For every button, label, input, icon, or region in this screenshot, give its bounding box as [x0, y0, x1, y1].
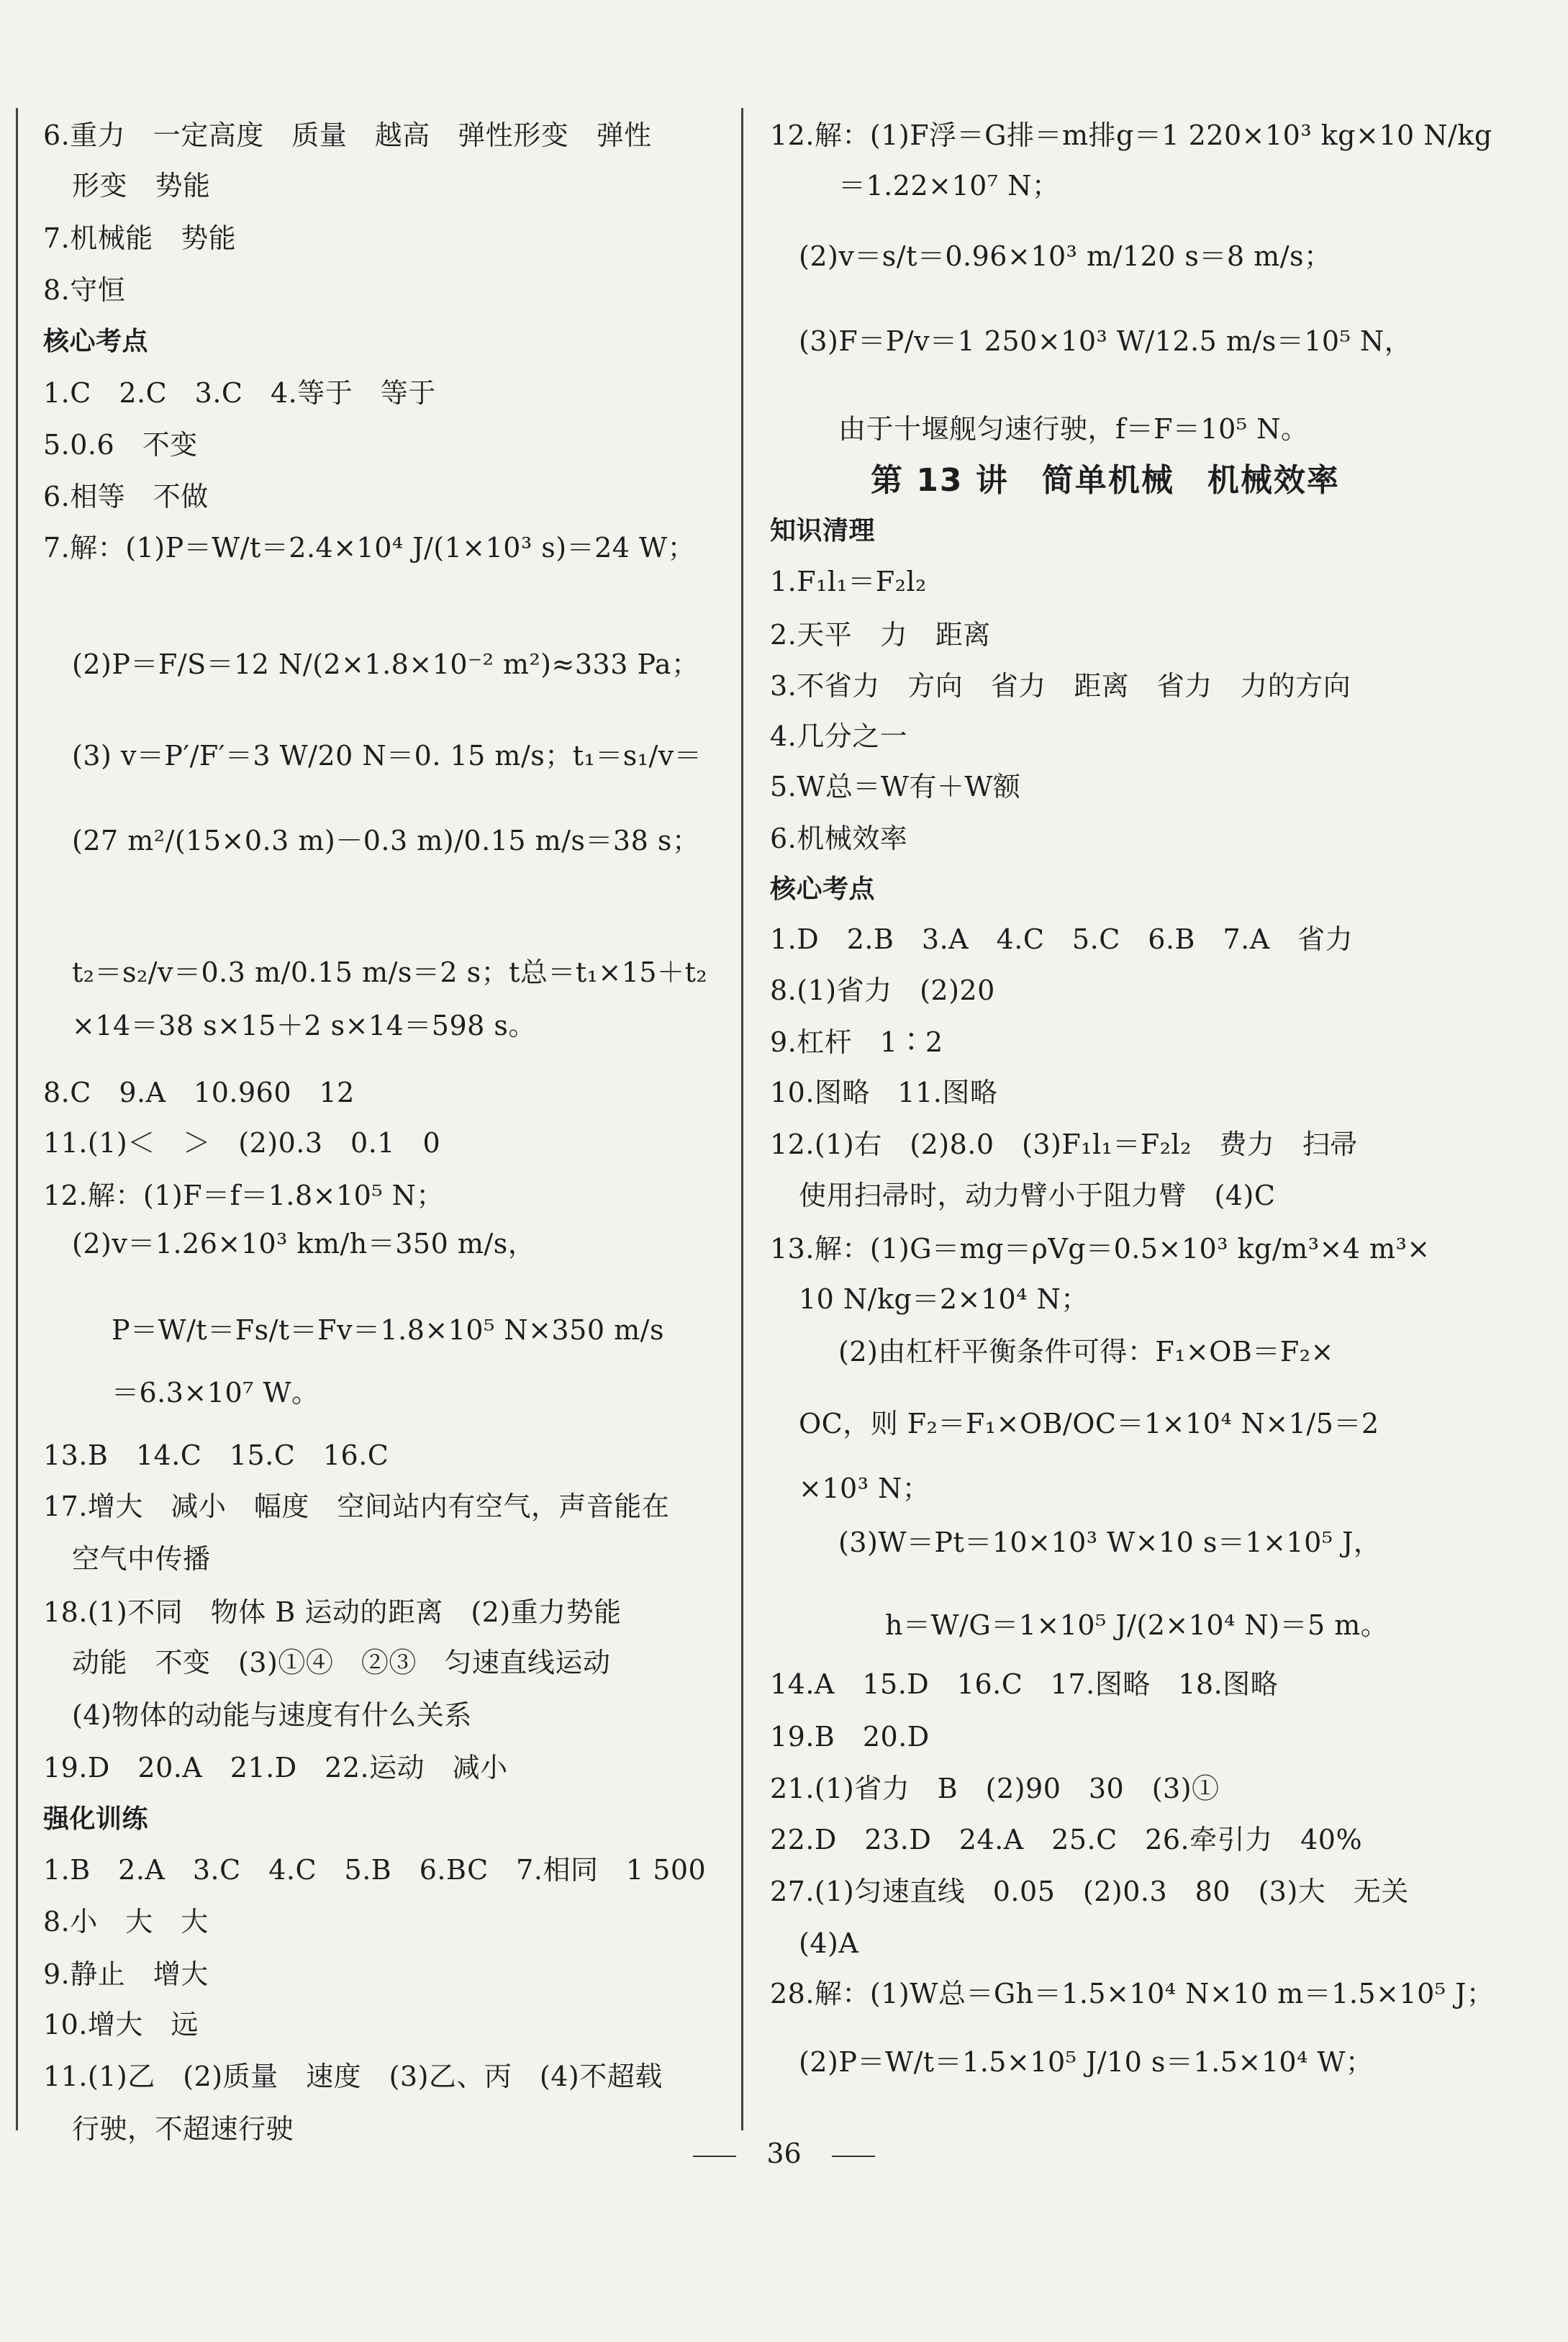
- answer-line: ×10³ N；: [799, 1473, 930, 1504]
- answer-line: 12.解：(1)F浮＝G排＝m排g＝1 220×10³ kg×10 N/kg: [770, 119, 1492, 151]
- answer-line: 10 N/kg＝2×10⁴ N；: [799, 1283, 1089, 1315]
- answer-line: 12.(1)右 (2)8.0 (3)F₁l₁＝F₂l₂ 费力 扫帚: [770, 1129, 1358, 1160]
- answer-line: 10.图略 11.图略: [770, 1077, 998, 1108]
- answer-line: 27.(1)匀速直线 0.05 (2)0.3 80 (3)大 无关: [770, 1876, 1409, 1907]
- answer-line: (2)v＝1.26×10³ km/h＝350 m/s，: [72, 1228, 536, 1260]
- answer-line: ×14＝38 s×15＋2 s×14＝598 s。: [72, 1010, 536, 1041]
- answer-line: 3.不省力 方向 省力 距离 省力 力的方向: [770, 670, 1351, 702]
- answer-line: 2.天平 力 距离: [770, 619, 991, 651]
- answer-line: 8.守恒: [43, 274, 126, 306]
- answer-line: (3)W＝Pt＝10×10³ W×10 s＝1×10⁵ J，: [838, 1527, 1382, 1558]
- answer-line: 1.B 2.A 3.C 4.C 5.B 6.BC 7.相同 1 500: [43, 1854, 707, 1886]
- answer-line: 由于十堰舰匀速行驶，f＝F＝10⁵ N。: [838, 413, 1309, 445]
- page-footer: [0, 2138, 1568, 2169]
- answer-line: 1.F₁l₁＝F₂l₂: [770, 566, 927, 597]
- column-divider: [741, 108, 743, 2130]
- answer-line: 使用扫帚时，动力臂小于阻力臂 (4)C: [799, 1180, 1276, 1211]
- section-heading: 核心考点: [43, 327, 149, 356]
- answer-line: 4.几分之一: [770, 720, 908, 752]
- answer-line: 7.机械能 势能: [43, 222, 237, 254]
- answer-line: ＝6.3×10⁷ W。: [112, 1377, 320, 1409]
- answer-line: (2)P＝W/t＝1.5×10⁵ J/10 s＝1.5×10⁴ W；: [799, 2046, 1374, 2078]
- answer-line: 22.D 23.D 24.A 25.C 26.牵引力 40%: [770, 1824, 1363, 1855]
- answer-line: 5.0.6 不变: [43, 429, 198, 461]
- answer-line: 21.(1)省力 B (2)90 30 (3)①: [770, 1773, 1220, 1804]
- answer-line: 6.机械效率: [770, 823, 908, 854]
- footer-dash-right: [832, 2156, 875, 2157]
- answer-line: 11.(1)乙 (2)质量 速度 (3)乙、丙 (4)不超载: [43, 2061, 663, 2092]
- answer-line: (3) v＝P′/F′＝3 W/20 N＝0. 15 m/s；t₁＝s₁/v＝: [72, 740, 702, 772]
- section-heading: 强化训练: [43, 1804, 149, 1834]
- answer-line: (3)F＝P/v＝1 250×10³ W/12.5 m/s＝10⁵ N，: [799, 325, 1413, 357]
- answer-line: 19.B 20.D: [770, 1721, 930, 1753]
- answer-line: h＝W/G＝1×10⁵ J/(2×10⁴ N)＝5 m。: [885, 1609, 1389, 1641]
- answer-line: 7.解：(1)P＝W/t＝2.4×10⁴ J/(1×10³ s)＝24 W；: [43, 532, 696, 564]
- left-margin-rule: [16, 108, 18, 2130]
- answer-line: OC，则 F₂＝F₁×OB/OC＝1×10⁴ N×1/5＝2: [799, 1408, 1379, 1439]
- answer-line: 9.静止 增大: [43, 1958, 209, 1990]
- answer-line: 行驶，不超速行驶: [72, 2113, 294, 2145]
- answer-line: 6.相等 不做: [43, 481, 209, 512]
- answer-line: (2)P＝F/S＝12 N/(2×1.8×10⁻² m²)≈333 Pa；: [72, 648, 699, 680]
- answer-line: 28.解：(1)W总＝Gh＝1.5×10⁴ N×10 m＝1.5×10⁵ J；: [770, 1978, 1495, 2009]
- answer-line: 8.(1)省力 (2)20: [770, 975, 995, 1006]
- page-number: 36: [766, 2138, 802, 2169]
- answer-line: (4)A: [799, 1927, 859, 1959]
- answer-line: (2)v＝s/t＝0.96×10³ m/120 s＝8 m/s；: [799, 240, 1332, 272]
- answer-line: (2)由杠杆平衡条件可得：F₁×OB＝F₂×: [838, 1336, 1334, 1367]
- answer-line: 12.解：(1)F＝f＝1.8×10⁵ N；: [43, 1180, 444, 1211]
- answer-line: 空气中传播: [72, 1543, 211, 1575]
- section-heading: 核心考点: [770, 874, 876, 904]
- answer-line: 13.解：(1)G＝mg＝ρVg＝0.5×10³ kg/m³×4 m³×: [770, 1233, 1431, 1265]
- answer-line: 1.D 2.B 3.A 4.C 5.C 6.B 7.A 省力: [770, 923, 1354, 955]
- answer-line: ＝1.22×10⁷ N；: [838, 170, 1060, 202]
- answer-line: 8.小 大 大: [43, 1906, 209, 1938]
- answer-line: 17.增大 减小 幅度 空间站内有空气，声音能在: [43, 1491, 670, 1522]
- answer-line: 8.C 9.A 10.960 12: [43, 1077, 355, 1108]
- footer-dash-left: [693, 2156, 736, 2157]
- answer-line: 11.(1)＜ ＞ (2)0.3 0.1 0: [43, 1127, 441, 1159]
- answer-line: 10.增大 远: [43, 2009, 199, 2040]
- answer-line: 14.A 15.D 16.C 17.图略 18.图略: [770, 1668, 1279, 1700]
- answer-line: (27 m²/(15×0.3 m)－0.3 m)/0.15 m/s＝38 s；: [72, 825, 700, 856]
- answer-line: 19.D 20.A 21.D 22.运动 减小: [43, 1752, 508, 1783]
- lecture-title: 第 13 讲 简单机械 机械效率: [871, 462, 1340, 499]
- answer-line: (4)物体的动能与速度有什么关系: [72, 1699, 472, 1731]
- answer-line: 18.(1)不同 物体 B 运动的距离 (2)重力势能: [43, 1596, 622, 1628]
- answer-line: 形变 势能: [72, 170, 211, 202]
- answer-line: 动能 不变 (3)①④ ②③ 匀速直线运动: [72, 1647, 611, 1678]
- section-heading: 知识清理: [770, 516, 876, 546]
- answer-line: P＝W/t＝Fs/t＝Fv＝1.8×10⁵ N×350 m/s: [112, 1314, 664, 1346]
- answer-line: 1.C 2.C 3.C 4.等于 等于: [43, 377, 436, 409]
- answer-line: 13.B 14.C 15.C 16.C: [43, 1439, 389, 1471]
- answer-line: 5.W总＝W有＋W额: [770, 771, 1021, 802]
- answer-line: 9.杠杆 1∶2: [770, 1026, 943, 1058]
- answer-line: t₂＝s₂/v＝0.3 m/0.15 m/s＝2 s；t总＝t₁×15＋t₂: [72, 957, 708, 988]
- answer-line: 6.重力 一定高度 质量 越高 弹性形变 弹性: [43, 119, 652, 151]
